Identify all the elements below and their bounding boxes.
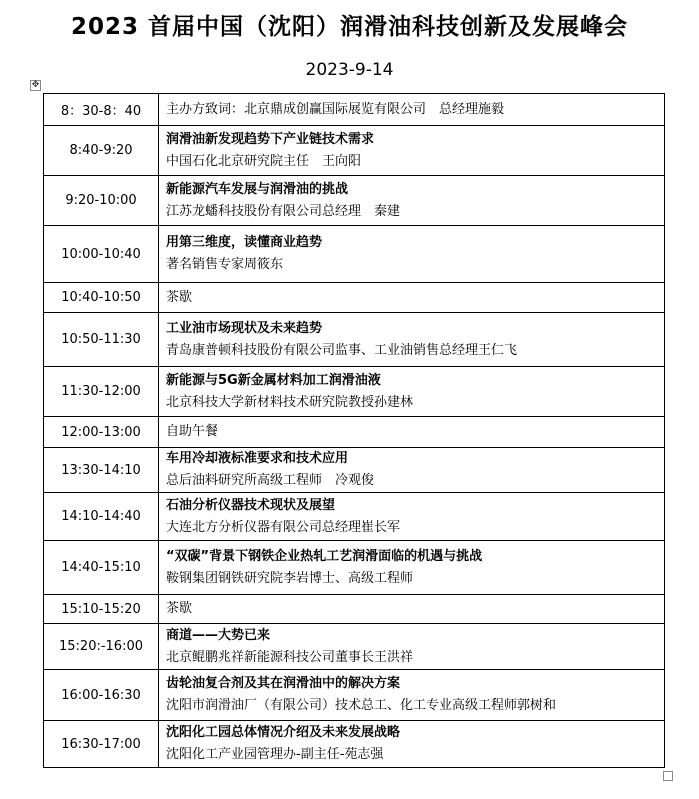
schedule-row bbox=[44, 493, 665, 541]
topic-cell bbox=[159, 670, 665, 721]
topic-cell bbox=[159, 624, 665, 670]
speaker-info: 大连北方分析仪器有限公司总经理崔长军 bbox=[166, 519, 401, 535]
talk-title: 用第三维度，读懂商业趋势 bbox=[166, 235, 323, 250]
topic-cell bbox=[159, 721, 665, 768]
talk-title: 新能源汽车发展与润滑油的挑战 bbox=[166, 181, 349, 197]
talk-title: 商道——大势已来 bbox=[166, 627, 271, 643]
talk-title: 润滑油新发现趋势下产业链技术需求 bbox=[166, 131, 375, 147]
speaker-info: 青岛康普顿科技股份有限公司监事、工业油销售总经理王仁飞 bbox=[166, 342, 518, 358]
topic-cell bbox=[159, 313, 665, 367]
table-resize-handle[interactable] bbox=[663, 771, 673, 781]
schedule-row bbox=[44, 94, 665, 126]
schedule-row bbox=[44, 417, 665, 448]
schedule-row bbox=[44, 595, 665, 624]
topic-cell bbox=[159, 417, 665, 448]
time-cell: 16:00-16:30 bbox=[44, 670, 159, 721]
schedule-row bbox=[44, 313, 665, 367]
agenda-item-text: 茶歇 bbox=[166, 289, 193, 305]
topic-cell bbox=[159, 226, 665, 283]
schedule-row bbox=[44, 226, 665, 283]
schedule-row bbox=[44, 624, 665, 670]
topic-cell bbox=[159, 176, 665, 226]
schedule-row bbox=[44, 721, 665, 768]
schedule-row bbox=[44, 670, 665, 721]
time-cell: 10:50-11:30 bbox=[44, 313, 159, 367]
topic-cell bbox=[159, 541, 665, 595]
time-cell: 10:00-10:40 bbox=[44, 226, 159, 283]
speaker-info: 沈阳市润滑油厂（有限公司）技术总工、化工专业高级工程师郭树和 bbox=[166, 698, 557, 713]
time-cell: 8:40-9:20 bbox=[44, 126, 159, 176]
speaker-info: 沈阳化工产业园管理办-副主任-苑志强 bbox=[166, 747, 384, 762]
topic-cell bbox=[159, 283, 665, 313]
schedule-row bbox=[44, 541, 665, 595]
time-cell: 11:30-12:00 bbox=[44, 367, 159, 417]
time-cell: 15:20:-16:00 bbox=[44, 624, 159, 670]
speaker-info: 北京科技大学新材料技术研究院教授孙建林 bbox=[166, 394, 414, 410]
table-move-handle-icon[interactable]: ✥ bbox=[31, 80, 40, 90]
topic-cell bbox=[159, 94, 665, 126]
schedule-row bbox=[44, 126, 665, 176]
topic-cell bbox=[159, 493, 665, 541]
agenda-item-text: 主办方致词：北京鼎成创赢国际展览有限公司 总经理施毅 bbox=[166, 101, 505, 117]
agenda-item-text: 自助午餐 bbox=[166, 424, 219, 439]
talk-title: 沈阳化工园总体情况介绍及未来发展战略 bbox=[166, 725, 401, 740]
talk-title: 齿轮油复合剂及其在润滑油中的解决方案 bbox=[166, 676, 401, 691]
talk-title: 石油分析仪器技术现状及展望 bbox=[166, 497, 336, 513]
topic-cell bbox=[159, 126, 665, 176]
speaker-info: 著名销售专家周筱东 bbox=[166, 257, 284, 272]
time-cell: 16:30-17:00 bbox=[44, 721, 159, 768]
talk-title: 新能源与5G新金属材料加工润滑油液 bbox=[166, 372, 381, 388]
document-title: 2023 首届中国（沈阳）润滑油科技创新及发展峰会 bbox=[70, 14, 629, 40]
time-cell: 15:10-15:20 bbox=[44, 595, 159, 624]
speaker-info: 中国石化北京研究院主任 王向阳 bbox=[166, 153, 362, 169]
speaker-info: 北京鲲鹏兆祥新能源科技公司董事长王洪祥 bbox=[166, 649, 414, 665]
schedule-row bbox=[44, 176, 665, 226]
topic-cell bbox=[159, 367, 665, 417]
speaker-info: 总后油料研究所高级工程师 冷观俊 bbox=[166, 473, 375, 488]
time-cell: 12:00-13:00 bbox=[44, 417, 159, 448]
topic-cell bbox=[159, 448, 665, 493]
time-cell: 14:40-15:10 bbox=[44, 541, 159, 595]
speaker-info: 江苏龙蟠科技股份有限公司总经理 秦建 bbox=[166, 203, 401, 219]
topic-cell bbox=[159, 595, 665, 624]
time-cell: 9:20-10:00 bbox=[44, 176, 159, 226]
schedule-table bbox=[43, 93, 665, 768]
time-cell: 10:40-10:50 bbox=[44, 283, 159, 313]
schedule-row bbox=[44, 283, 665, 313]
time-cell: 13:30-14:10 bbox=[44, 448, 159, 493]
event-date: 2023-9-14 bbox=[305, 60, 394, 80]
talk-title: “双碳”背景下钢铁企业热轧工艺润滑面临的机遇与挑战 bbox=[166, 548, 483, 564]
talk-title: 工业油市场现状及未来趋势 bbox=[166, 320, 323, 336]
schedule-row bbox=[44, 367, 665, 417]
time-cell: 8：30-8：40 bbox=[44, 94, 159, 126]
time-cell: 14:10-14:40 bbox=[44, 493, 159, 541]
schedule-row bbox=[44, 448, 665, 493]
speaker-info: 鞍钢集团钢铁研究院李岩博士、高级工程师 bbox=[166, 570, 414, 586]
agenda-item-text: 茶歇 bbox=[166, 601, 193, 616]
talk-title: 车用冷却液标准要求和技术应用 bbox=[166, 451, 349, 466]
